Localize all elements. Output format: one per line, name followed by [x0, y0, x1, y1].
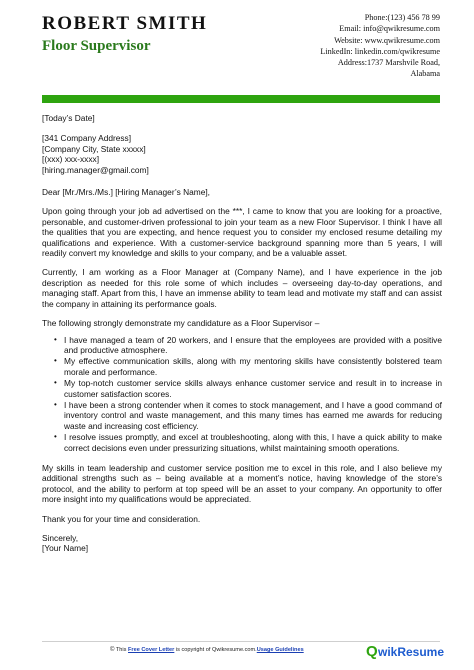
letter-body: [42, 113, 442, 554]
usage-guidelines-link[interactable]: Usage Guidelines: [256, 647, 304, 653]
recipient-block: [42, 113, 442, 175]
signature-block: [42, 533, 442, 554]
paragraph-thanks: Thank you for your time and consideration.: [42, 513, 201, 524]
footer-copyright: © This Free Cover Letter is copyright of Qwikresume.com.Usage Guidelines: [110, 647, 304, 653]
recipient-line: [hiring.manager@gmail.com]: [42, 164, 149, 175]
signature-name: [Your Name]: [42, 543, 89, 554]
contact-block: [240, 12, 440, 80]
qwikresume-logo[interactable]: [366, 641, 446, 661]
list-item: • I have been a strong contender when it comes to stock management, and I have a good command of inventory control and waste management, and this many times has earned me awards for reducing waste and increasing cost efficiency.: [54, 399, 442, 431]
paragraph-strengths: My skills in team leadership and customer service position me to excel in this role, and I also believe my additional strengths such as – being available at a moment’s notice, having knowledge of the store’s protocol, and the ability to perform at top speed will be an asset to your company. An opportunity to offer more insight into my qualifications would be appreciated.: [42, 462, 442, 505]
recipient-line: [(xxx) xxx-xxxx]: [42, 154, 100, 165]
list-item: • I have managed a team of 20 workers, and I ensure that the employees are provided with a positive and productive atmosphere.: [54, 334, 442, 355]
paragraph-list-intro: The following strongly demonstrate my candidature as a Floor Supervisor –: [42, 318, 320, 329]
closing: Sincerely,: [42, 533, 79, 543]
salutation: Dear [Mr./Mrs./Ms.] [Hiring Manager’s Name],: [42, 187, 210, 198]
applicant-name: ROBERT SMITH: [42, 13, 208, 34]
paragraph-intro: Upon going through your job ad advertised on the ***, I came to know that you are looking for a proactive, personable, and customer-driven professional to join your team as a new Floor Supervisor. I think I have all the qualities that you are expecting, and hence request you to consider my enclosed resume detailing my qualifications and experience. With a customer-service background spanning more than 5 years, I will readily convert my knowledge and skills to your company, and be a valuable asset.: [42, 206, 442, 259]
contact-website[interactable]: Website: www.qwikresume.com: [334, 35, 440, 45]
bullet-icon: •: [54, 432, 57, 442]
logo-q: Q: [366, 643, 378, 660]
bullet-icon: •: [54, 334, 57, 344]
logo-text: wikResume: [378, 645, 445, 659]
copyright-icon: ©: [110, 647, 115, 653]
free-cover-letter-link[interactable]: Free Cover Letter: [128, 647, 175, 653]
applicant-title: Floor Supervisor: [42, 38, 151, 54]
letter-date: [Today’s Date]: [42, 113, 95, 123]
bullet-icon: •: [54, 378, 57, 388]
contact-address: Address:1737 Marshvile Road, Alabama: [337, 58, 440, 79]
recipient-line: [341 Company Address]: [42, 133, 132, 144]
paragraph-current-role: Currently, I am working as a Floor Manager at (Company Name), and I have experience in the job description as needed for this role some of which includes – overseeing day-to-day operations, and managing staff. Apart from this, I have an immense ability to team lead and motivate my staff and can assist the company in attaining its performance goals.: [42, 267, 442, 309]
bullet-icon: •: [54, 399, 57, 409]
qualifications-list: [42, 335, 442, 453]
list-item: • My top-notch customer service skills always enhance customer service and result in to increase in customer satisfaction scores.: [54, 378, 442, 399]
header-divider-bar: [42, 95, 440, 103]
list-item: • I resolve issues promptly, and excel at troubleshooting, along with this, I have a quick ability to make correct decisions even under pressurizing situations, whilst maintaining smooth operations.: [54, 432, 442, 453]
list-item: • My effective communication skills, along with my mentoring skills have consistently bolstered team morale and performance.: [54, 356, 442, 377]
recipient-line: [Company City, State xxxxx]: [42, 143, 146, 154]
bullet-icon: •: [54, 356, 57, 366]
contact-phone: Phone:(123) 456 78 99: [364, 13, 440, 22]
contact-email[interactable]: Email: info@qwikresume.com: [339, 24, 440, 34]
contact-linkedin[interactable]: LinkedIn: linkedin.com/qwikresume: [320, 46, 440, 56]
